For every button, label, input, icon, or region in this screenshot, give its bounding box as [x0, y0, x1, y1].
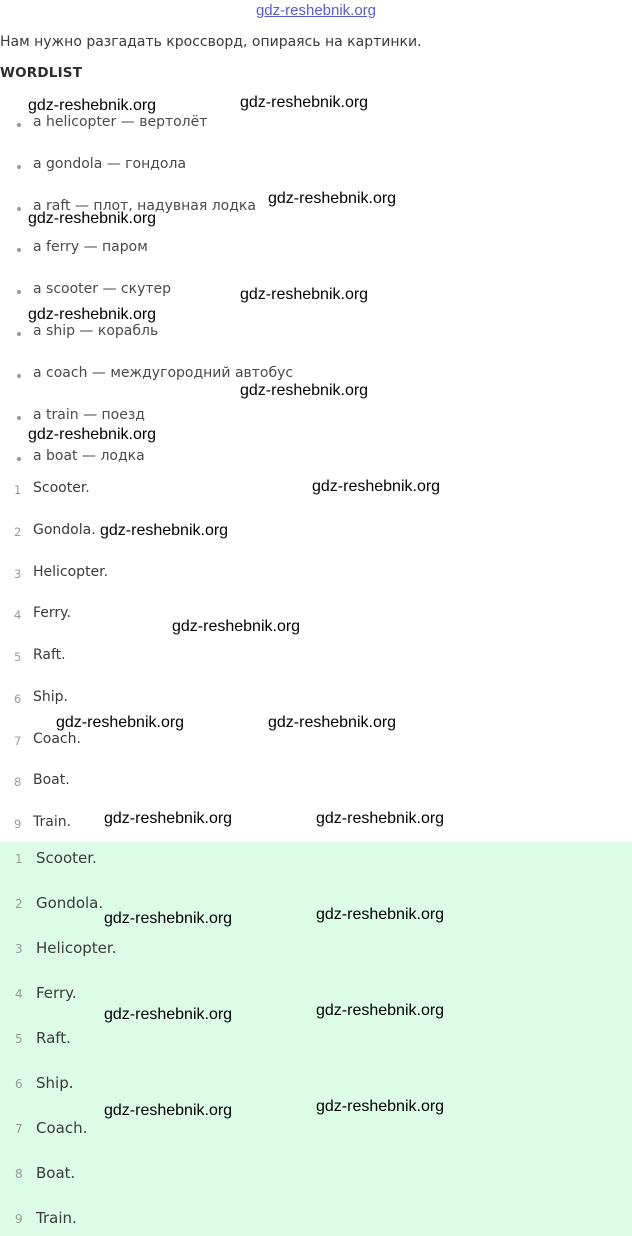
watermark: gdz-reshebnik.org — [28, 306, 157, 323]
answer-number: 7 — [14, 733, 22, 748]
box-answer-word: Ship. — [36, 1074, 74, 1092]
box-answer-number: 2 — [15, 897, 23, 911]
wordlist-item: a ship — корабль — [0, 323, 293, 365]
answer-number: 1 — [14, 483, 22, 497]
wordlist-item: a scooter — скутер — [0, 281, 293, 323]
watermark: gdz-reshebnik.org — [104, 910, 233, 927]
answer-number: 8 — [14, 775, 22, 790]
box-answer-word: Boat. — [36, 1164, 76, 1182]
watermark: gdz-reshebnik.org — [28, 97, 157, 114]
watermark: gdz-reshebnik.org — [312, 478, 441, 495]
box-answer-item — [0, 1074, 632, 1119]
answer-number: 9 — [14, 817, 22, 831]
box-answer-word: Scooter. — [36, 849, 97, 867]
wordlist-item: a boat — лодка — [0, 448, 293, 490]
box-answer-item — [0, 1119, 632, 1164]
box-answer-word: Ferry. — [36, 984, 77, 1002]
answer-number: 3 — [14, 566, 22, 581]
watermark: gdz-reshebnik.org — [316, 1002, 445, 1019]
intro-text: Нам нужно разгадать кроссворд, опираясь на картинки. — [0, 34, 422, 50]
answer-number: 5 — [14, 650, 22, 664]
answer-word: Ferry. — [33, 605, 71, 622]
answer-word: Ship. — [33, 688, 68, 705]
watermark: gdz-reshebnik.org — [56, 714, 185, 731]
answer-word: Coach. — [33, 730, 81, 747]
wordlist-item: a helicopter — вертолёт — [0, 114, 293, 156]
watermark: gdz-reshebnik.org — [28, 426, 157, 443]
answer-word: Helicopter. — [33, 563, 109, 580]
wordlist — [0, 114, 293, 490]
section-title: WORDLIST — [0, 65, 83, 81]
watermark: gdz-reshebnik.org — [240, 286, 369, 303]
box-answer-item — [0, 1164, 632, 1209]
box-answer-item — [0, 1209, 632, 1236]
box-answer-number: 8 — [15, 1167, 23, 1181]
box-answer-word: Raft. — [36, 1029, 71, 1047]
watermark: gdz-reshebnik.org — [268, 190, 397, 207]
box-answer-number: 7 — [15, 1122, 23, 1136]
box-answer-item — [0, 984, 632, 1029]
watermark: gdz-reshebnik.org — [100, 522, 229, 539]
wordlist-item: a train — поезд — [0, 407, 293, 449]
box-answer-number: 1 — [15, 852, 23, 866]
answer-box — [0, 842, 632, 1236]
wordlist-item: a gondola — гондола — [0, 156, 293, 198]
box-answer-word: Gondola. — [36, 894, 104, 912]
answer-word: Boat. — [33, 772, 70, 789]
watermark: gdz-reshebnik.org — [316, 906, 445, 923]
watermark: gdz-reshebnik.org — [316, 810, 445, 827]
box-answer-word: Helicopter. — [36, 939, 117, 957]
answer-number: 6 — [14, 691, 22, 706]
answer-word: Gondola. — [33, 521, 96, 538]
watermark: gdz-reshebnik.org — [104, 1006, 233, 1023]
watermark: gdz-reshebnik.org — [104, 810, 233, 827]
box-answer-item — [0, 849, 632, 894]
watermark: gdz-reshebnik.org — [172, 618, 301, 635]
box-answer-number: 5 — [15, 1032, 23, 1046]
box-answer-word: Coach. — [36, 1119, 88, 1137]
box-answer-number: 4 — [15, 987, 23, 1001]
box-answer-list — [0, 842, 632, 1236]
box-answer-number: 9 — [15, 1212, 23, 1226]
wordlist-item: a coach — междугородний автобус — [0, 365, 293, 407]
wordlist-item: a raft — плот, надувная лодка — [0, 198, 293, 240]
box-answer-item — [0, 939, 632, 984]
answer-number: 2 — [14, 524, 22, 539]
box-answer-number: 3 — [15, 942, 23, 956]
answer-word: Scooter. — [33, 480, 90, 496]
watermark: gdz-reshebnik.org — [28, 210, 157, 227]
wordlist-item: a ferry — паром — [0, 239, 293, 281]
watermark: gdz-reshebnik.org — [240, 382, 369, 399]
box-answer-item — [0, 1029, 632, 1074]
watermark: gdz-reshebnik.org — [240, 94, 369, 111]
site-header-link[interactable]: gdz-reshebnik.org — [255, 2, 377, 19]
box-answer-item — [0, 894, 632, 939]
answer-number: 4 — [14, 608, 22, 623]
box-answer-word: Train. — [36, 1209, 77, 1227]
watermark: gdz-reshebnik.org — [268, 714, 397, 731]
watermark: gdz-reshebnik.org — [104, 1102, 233, 1119]
watermark: gdz-reshebnik.org — [316, 1098, 445, 1115]
answer-word: Raft. — [33, 647, 66, 663]
box-answer-number: 6 — [15, 1077, 23, 1091]
answer-word: Train. — [33, 814, 72, 830]
